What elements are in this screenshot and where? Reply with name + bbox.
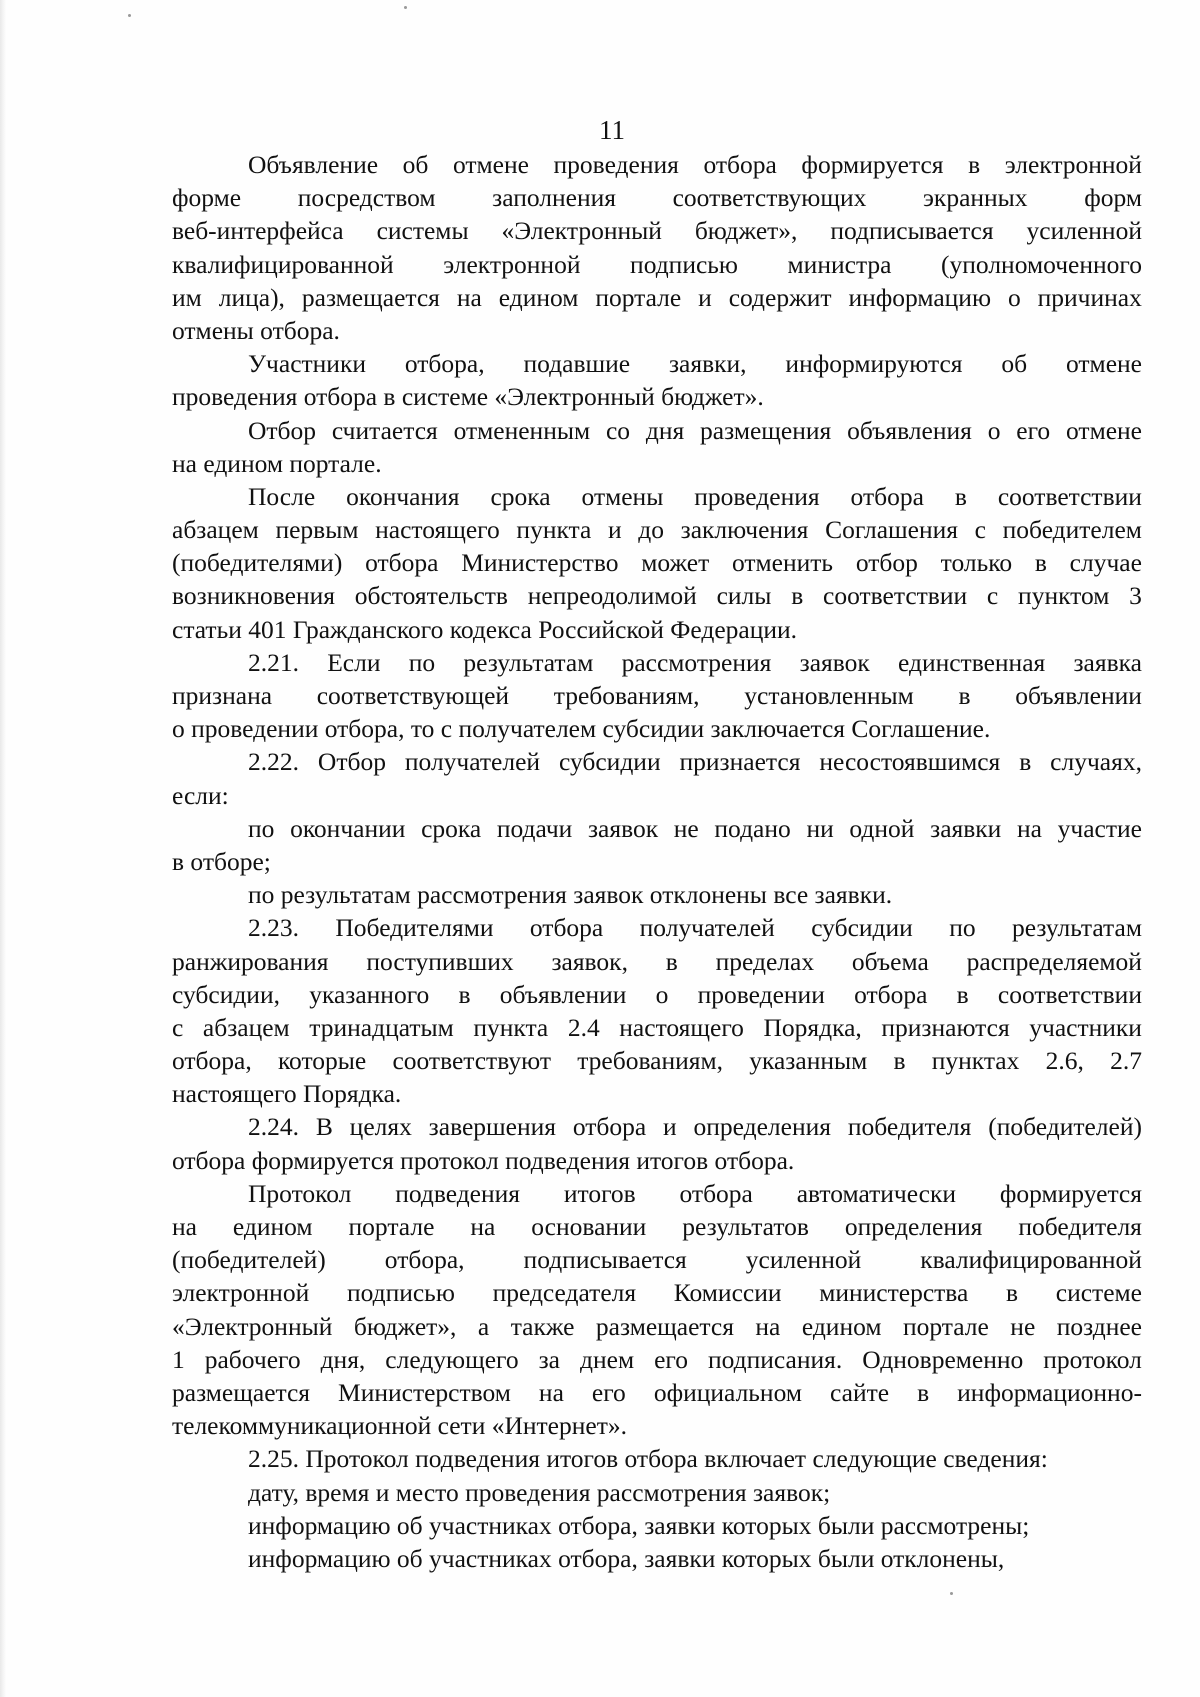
text-line [172,1110,1142,1143]
word: форме [172,183,242,213]
word: отбора, [172,1046,252,1076]
word: 2.6, [1045,1046,1084,1076]
word: с [986,581,999,611]
text-line [172,1310,1142,1343]
word: подписания. [707,1344,843,1374]
word: целях [349,1112,412,1142]
word: днем [580,1344,635,1374]
word: отмене [452,150,529,179]
word: электронной [172,1278,310,1308]
text-line [172,978,1142,1011]
word: подписью [346,1278,455,1308]
word: (победителей) [172,1245,326,1275]
word: по [408,647,436,677]
word: дня, [320,1344,366,1374]
word: силы [716,581,772,611]
word: объявлении [499,979,627,1009]
word: с [172,1012,184,1042]
word: Победителями [335,913,494,943]
word: едином [498,282,579,312]
word: случаях, [1050,747,1142,777]
word: заявок, [551,946,628,976]
text-line [172,414,1142,447]
word: в [1019,747,1032,777]
word: портале [348,1212,435,1241]
text-line [172,1044,1142,1077]
word: в [954,481,967,511]
word: форм [1084,183,1142,213]
word: возникновения [172,581,335,611]
text-line [172,546,1142,579]
word: в [968,150,981,179]
word: результатам [1012,913,1142,943]
word: дня [645,415,685,445]
word: и [698,282,712,312]
word: в [958,681,971,710]
word: усиленной [1026,216,1142,246]
word: его [591,1377,626,1407]
word: проведении [697,979,825,1009]
text-line: если: [172,780,229,810]
word: случае [1069,548,1142,578]
word: и [663,1112,677,1142]
word: отбора [703,150,777,179]
word: заявки, [668,349,747,379]
word: распределяемой [966,946,1142,976]
word: на [470,1212,496,1241]
word: несостоявшимся [819,747,1001,777]
word: 3 [1129,581,1142,611]
word: признана [172,681,273,710]
word: о [1007,282,1021,312]
word: отмены [581,481,664,511]
paragraph [172,1509,1142,1542]
text-line: статьи 401 Гражданского кодекса Российской Федерации. [172,614,798,644]
word: подавшие [523,349,631,379]
text-line [172,181,1142,214]
text-line [172,1243,1142,1276]
word: отмененным [453,415,591,445]
word: участие [1057,813,1142,843]
word: с [974,515,986,545]
word: 2.22. [248,747,299,777]
word: Протокол [248,1178,352,1208]
word: соответствуют [392,1046,551,1076]
word: пунктом [1018,581,1110,611]
text-line: 2.25. Протокол подведения итогов отбора включает следующие сведения: [248,1444,1048,1474]
word: размещается [595,1311,734,1341]
text-line [172,1276,1142,1309]
word: министерства [819,1278,969,1308]
word: министра [787,249,892,279]
text-line: в отборе; [172,846,271,876]
paragraph [172,1442,1142,1475]
paragraph [172,1542,1142,1575]
document-body [172,148,1142,1575]
word: в [893,1046,906,1076]
word: объема [851,946,929,976]
word: за [538,1344,561,1374]
word: им [172,282,202,312]
word: о [987,415,1001,445]
word: квалифицированной [172,249,394,279]
text-line [172,679,1142,712]
word: на [172,1212,197,1241]
word: (победителями) [172,548,343,578]
word: подписывается [523,1245,687,1275]
word: субсидии [558,747,661,777]
text-line: о проведении отбора, то с получателем субсидии заключается Соглашение. [172,714,991,744]
word: отмене [1066,349,1142,379]
word: его [654,1344,688,1374]
word: соответствующих [672,183,867,213]
word: сайте [830,1377,890,1407]
word: бюджет», [694,216,798,246]
word: срока [490,481,551,511]
word: (уполномоченного [941,249,1142,279]
word: официальном [653,1377,802,1407]
word: на [538,1377,564,1407]
word: поступивших [366,946,514,976]
word: также [510,1311,575,1341]
word: портале [595,282,682,312]
text-line: отмены отбора. [172,315,340,345]
text-line [172,812,1142,845]
word: формируется [999,1178,1142,1208]
paragraph [172,812,1142,878]
text-line [172,1376,1142,1409]
word: отбора [679,1178,753,1208]
text-line: информацию об участниках отбора, заявки которых были рассмотрены; [248,1510,1030,1540]
word: получателей [639,913,775,943]
word: установленным [744,681,914,710]
word: информируются [785,349,963,379]
text-line: отбора формируется протокол подведения итогов отбора. [172,1145,795,1175]
scan-speck [404,6,407,9]
word: в [458,979,471,1009]
word: 2.21. [248,647,299,677]
text-line [172,248,1142,281]
text-line [172,281,1142,314]
word: требованиям, [577,1046,724,1076]
word: информацию [848,282,992,312]
word: (победителей) [988,1112,1142,1142]
word: отбор [855,548,918,578]
word: заключения [680,515,809,545]
word: Соглашения [825,515,959,545]
word: соответствующей [316,681,510,710]
word: в [956,979,969,1009]
word: в [1034,548,1047,578]
word: Отбор [317,747,386,777]
text-line [172,148,1142,181]
text-line: настоящего Порядка. [172,1079,402,1109]
text-line: дату, время и место проведения рассмотрения заявок; [248,1477,831,1507]
word: основании [531,1212,647,1241]
word: пункта [473,1012,549,1042]
word: 2.4 [567,1012,600,1042]
word: лица), [218,282,285,312]
word: а [477,1311,490,1341]
word: определения [693,1112,831,1142]
word: Объявление [248,150,379,179]
word: победителя [847,1112,972,1142]
word: После [248,481,316,511]
word: до [638,515,664,545]
word: Если [327,647,381,677]
word: 2.24. [248,1112,299,1142]
word: в [665,946,678,976]
word: экранных [922,183,1028,213]
word: Комиссии [673,1278,782,1308]
word: формируется [801,150,944,179]
word: отменить [731,548,834,578]
word: пределах [715,946,815,976]
word: о [655,979,669,1009]
word: со [605,415,631,445]
word: отбора [850,481,924,511]
word: окончании [290,813,406,843]
word: пункта [516,515,592,545]
word: может [641,548,710,578]
word: непреодолимой [527,581,697,611]
word: заполнения [492,183,616,213]
word: единственная [897,647,1046,677]
word: заявок [799,647,870,677]
word: системе [1055,1278,1142,1308]
word: и [607,515,622,545]
word: указанного [309,979,430,1009]
word: об [1001,349,1028,379]
word: соответствии [823,581,968,611]
page-number: 11 [599,115,625,145]
paragraph [172,347,1142,413]
word: электронной [1004,150,1142,179]
word: субсидии, [172,979,280,1009]
scan-speck [950,1592,953,1595]
word: системы [376,216,469,246]
word: считается [331,415,438,445]
word: 2.7 [1110,1046,1142,1076]
scan-speck [128,14,131,17]
paragraph [172,148,1142,347]
paragraph [172,414,1142,480]
word: размещения [700,415,832,445]
word: подано [714,813,791,843]
word: по [248,813,275,843]
word: его [1016,415,1051,445]
word: отбора, [384,1245,465,1275]
word: в [917,1377,930,1407]
text-line [172,214,1142,247]
word: соответствии [997,481,1142,511]
text-line: на едином портале. [172,448,382,478]
word: «Электронный [172,1311,333,1341]
text-line: телекоммуникационной сети «Интернет». [172,1411,627,1441]
word: веб-интерфейса [172,216,344,246]
word: одной [849,813,915,843]
word: требованиям, [553,681,700,710]
word: 1 [172,1344,185,1374]
word: которые [277,1046,367,1076]
word: заявок [587,813,659,843]
word: рассмотрения [621,647,772,677]
word: отбора [365,548,439,578]
word: только [940,548,1013,578]
paragraph [172,646,1142,746]
word: размещается [301,282,440,312]
word: указанным [749,1046,868,1076]
word: подписывается [830,216,994,246]
word: результатам [463,647,594,677]
paragraph [172,1476,1142,1509]
word: первым [275,515,359,545]
word: признаются [881,1012,1010,1042]
word: окончания [346,481,460,511]
word: информационно- [957,1377,1142,1407]
word: на [1017,813,1042,843]
word: абзацем [202,1012,290,1042]
word: ни [806,813,834,843]
word: Одновременно [862,1344,1024,1374]
word: пунктах [931,1046,1020,1076]
text-line [172,1177,1142,1210]
word: тринадцатым [309,1012,454,1042]
word: Министерство [461,548,619,578]
word: настоящего [375,515,500,545]
word: отбора [572,1112,647,1142]
paragraph [172,911,1142,1110]
word: победителя [1018,1212,1142,1241]
word: проведения [553,150,679,179]
word: подачи [496,813,573,843]
word: победителем [1002,515,1142,545]
word: об [402,150,429,179]
word: отбора, [404,349,485,379]
word: ранжирования [172,946,329,976]
word: получателей [404,747,541,777]
text-line [172,911,1142,944]
word: срока [421,813,482,843]
word: позднее [1056,1311,1142,1341]
word: отбора [854,979,928,1009]
word: рабочего [204,1344,301,1374]
word: завершения [428,1112,556,1142]
word: в [1006,1278,1019,1308]
word: Отбор [248,415,317,445]
word: Министерством [338,1377,511,1407]
word: итогов [563,1178,636,1208]
word: по [949,913,976,943]
word: на [456,282,482,312]
text-line: проведения отбора в системе «Электронный бюджет». [172,382,764,412]
word: председателя [492,1278,637,1308]
word: отбора [529,913,604,943]
text-line [172,513,1142,546]
word: следующего [385,1344,519,1374]
text-line [172,347,1142,380]
word: не [1010,1311,1036,1341]
word: едином [801,1311,882,1341]
word: «Электронный [501,216,662,246]
word: субсидии [811,913,913,943]
word: обстоятельств [354,581,508,611]
word: определения [844,1212,983,1241]
word: объявления [847,415,972,445]
text-line: информацию об участниках отбора, заявки которых были отклонены, [248,1543,1005,1573]
paragraph [172,480,1142,646]
word: абзацем [172,515,259,545]
text-line [172,1343,1142,1376]
word: едином [232,1212,313,1241]
text-line [172,745,1142,778]
word: соответствии [997,979,1142,1009]
text-line [172,945,1142,978]
paragraph [172,1110,1142,1176]
word: содержит [728,282,832,312]
text-line: по результатам рассмотрения заявок отклонены все заявки. [248,880,893,910]
word: электронной [443,249,581,279]
paragraph [172,1177,1142,1443]
word: автоматически [796,1178,957,1208]
word: подведения [395,1178,521,1208]
word: участники [1029,1012,1142,1042]
paragraph [172,878,1142,911]
word: отмене [1066,415,1142,445]
word: квалифицированной [920,1245,1142,1275]
word: Порядка, [763,1012,862,1042]
word: в [791,581,804,611]
word: протокол [1043,1344,1142,1374]
text-line [172,646,1142,679]
word: на [755,1311,781,1341]
word: проведения [694,481,820,511]
text-line [172,1011,1142,1044]
word: результатов [682,1212,809,1241]
text-line [172,579,1142,612]
word: объявлении [1015,681,1142,710]
word: посредством [297,183,436,213]
text-line [172,1210,1142,1243]
word: признается [679,747,801,777]
word: бюджет», [353,1311,457,1341]
word: настоящего [619,1012,744,1042]
word: 2.23. [248,913,299,943]
scan-edge-shadow [0,0,6,1697]
word: причинах [1037,282,1142,312]
word: размещается [172,1377,311,1407]
word: заявки [930,813,1002,843]
word: В [315,1112,333,1142]
text-line [172,480,1142,513]
word: не [673,813,699,843]
word: усиленной [745,1245,862,1275]
word: подписью [630,249,738,279]
word: портале [902,1311,989,1341]
word: Участники [248,349,366,379]
word: заявка [1073,647,1142,677]
paragraph [172,745,1142,811]
